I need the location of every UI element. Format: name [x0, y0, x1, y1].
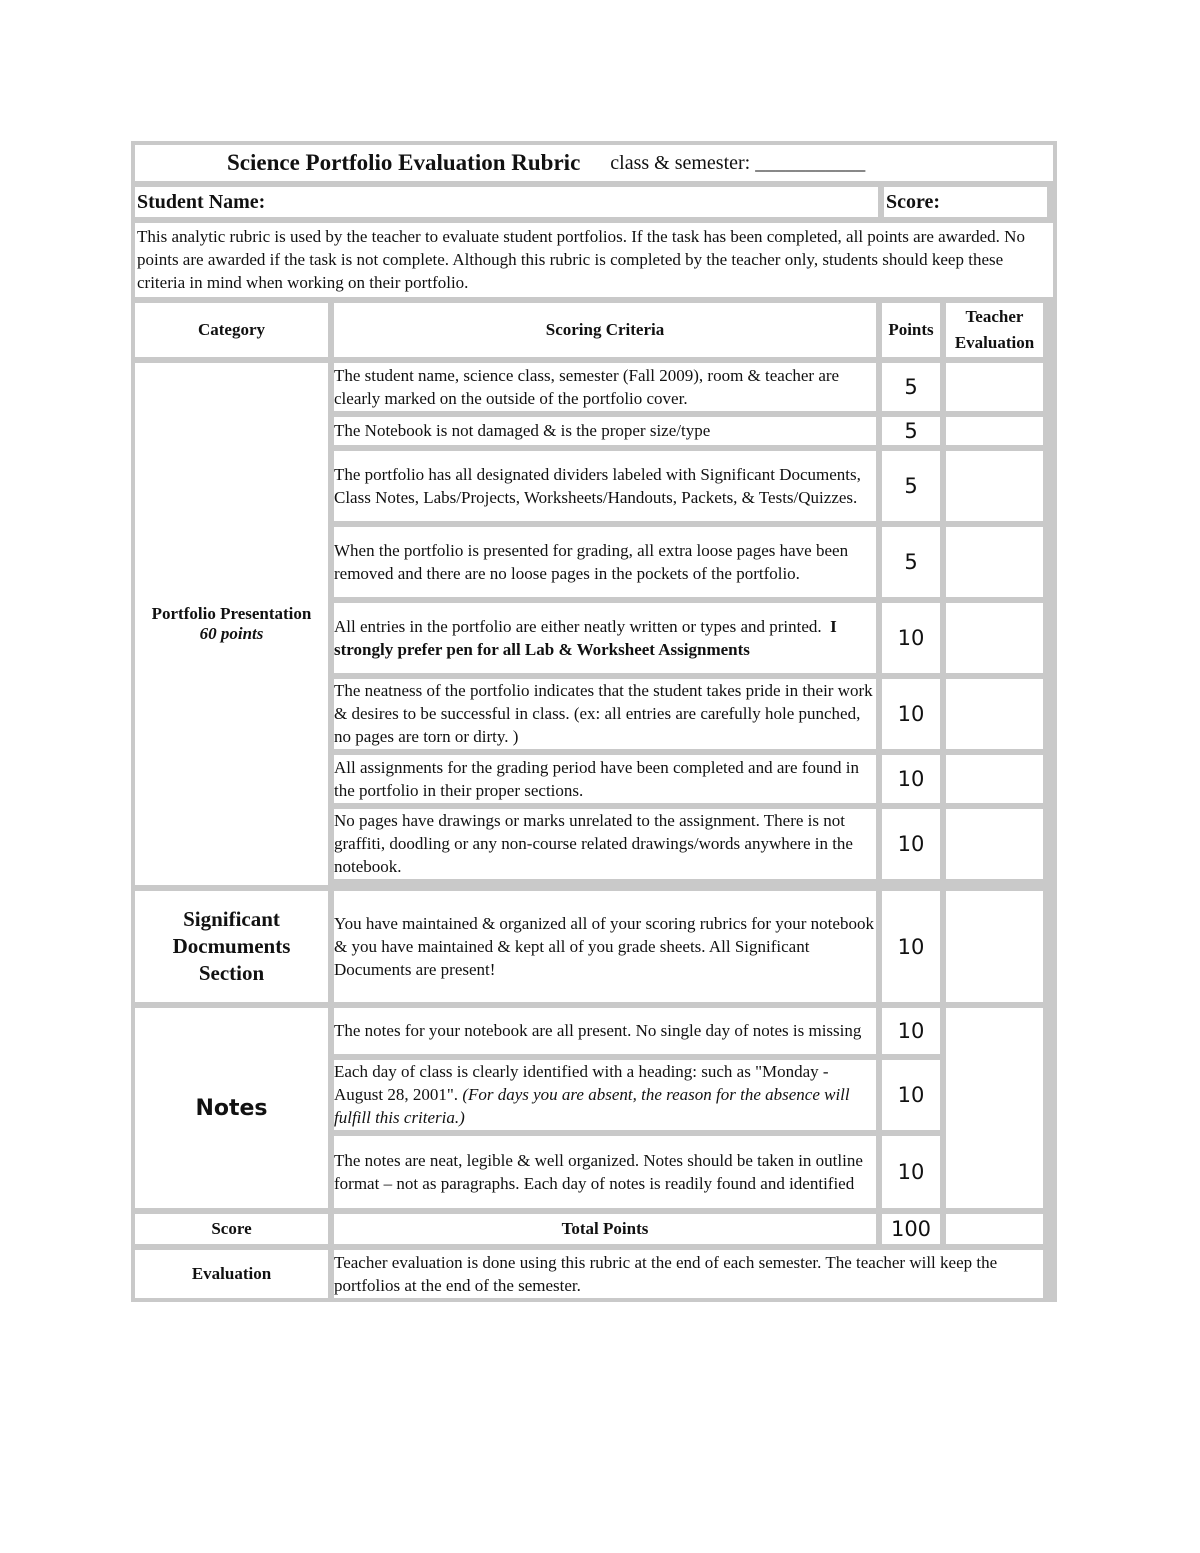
evaluation-cell [946, 603, 1043, 673]
criteria-points: 10 [882, 809, 940, 879]
criteria-text-wrap [334, 1060, 876, 1130]
criteria-row [334, 1060, 940, 1130]
evaluation-row-label: Evaluation [135, 1250, 328, 1298]
evaluation-cell [946, 363, 1043, 411]
criteria-points: 5 [882, 451, 940, 521]
criteria-points: 5 [882, 527, 940, 597]
criteria-points: 10 [882, 755, 940, 803]
title-cell [135, 145, 1053, 181]
criteria-row [334, 1008, 940, 1054]
student-name-field [135, 187, 878, 217]
evaluation-cell [946, 755, 1043, 803]
category-presentation-name: Portfolio Presentation [151, 604, 312, 623]
student-name-label: Student Name: [137, 190, 266, 213]
criteria-text: The portfolio has all designated dividers labeled with Significant Documents, Class Notes, Labs/Projects, Worksheets/Handouts, Packets, & Tests/Quizzes. [334, 451, 876, 521]
category-notes [135, 1008, 328, 1208]
evaluation-cell [946, 417, 1043, 445]
criteria-text: All entries in the portfolio are either neatly written or types and printed. [334, 616, 822, 636]
total-points-label: Total Points [334, 1214, 876, 1244]
criteria-text: No pages have drawings or marks unrelated to the assignment. There is not graffiti, doodling or any non-course related drawings/words anywhere in the notebook. [334, 809, 876, 879]
criteria-text: The Notebook is not damaged & is the proper size/type [334, 417, 876, 445]
score-field [884, 187, 1047, 217]
score-row [135, 1214, 1053, 1244]
criteria-text: The notes for your notebook are all present. No single day of notes is missing [334, 1008, 876, 1054]
document-title: Science Portfolio Evaluation Rubric [227, 150, 581, 175]
criteria-row [334, 755, 1043, 803]
category-significant-line2: Docmuments [172, 934, 291, 958]
name-score-row [135, 187, 1053, 217]
category-significant-line3: Section [198, 961, 265, 985]
criteria-points: 10 [882, 1136, 940, 1208]
criteria-points: 5 [882, 363, 940, 411]
total-points-value: 100 [882, 1214, 940, 1244]
criteria-emphasis: I strongly prefer pen for all Lab & Worksheet Assignments [334, 616, 837, 659]
criteria-row [334, 363, 1043, 411]
header-category: Category [135, 303, 328, 357]
criteria-row [334, 527, 1043, 597]
criteria-note: (For days you are absent, the reason for the absence will fulfill this criteria.) [334, 1085, 850, 1127]
header-evaluation-line2: Evaluation [954, 333, 1035, 352]
evaluation-row-text: Teacher evaluation is done using this rubric at the end of each semester. The teacher will keep the portfolios at the end of the semester. [334, 1250, 1043, 1298]
criteria-row [334, 1136, 940, 1208]
evaluation-cell [946, 1008, 1043, 1208]
header-evaluation-line1: Teacher [965, 307, 1024, 326]
criteria-row [334, 891, 1043, 1002]
category-significant-line1: Significant [183, 907, 280, 931]
criteria-text: The student name, science class, semester (Fall 2009), room & teacher are clearly marked on the outside of the portfolio cover. [334, 363, 876, 411]
section-presentation [135, 363, 1053, 885]
category-notes-name: Notes [195, 1095, 268, 1121]
evaluation-row [135, 1250, 1053, 1298]
header-teacher-evaluation [946, 303, 1043, 357]
criteria-points: 10 [882, 603, 940, 673]
criteria-points: 10 [882, 1060, 940, 1130]
intro-row [135, 223, 1053, 297]
score-row-label: Score [135, 1214, 328, 1244]
criteria-text: All assignments for the grading period have been completed and are found in the portfolio in their proper sections. [334, 755, 876, 803]
criteria-row [334, 603, 1043, 673]
evaluation-cell [946, 809, 1043, 879]
rubric-table [131, 141, 1057, 1302]
criteria-text: Each day of class is clearly identified with a heading: such as "Monday - August 28, 2001". [334, 1062, 829, 1104]
category-significant-documents [135, 891, 328, 1002]
criteria-row [334, 809, 1043, 879]
category-presentation [135, 363, 328, 885]
criteria-points: 5 [882, 417, 940, 445]
criteria-points: 10 [882, 679, 940, 749]
title-row [135, 145, 1053, 181]
header-criteria: Scoring Criteria [334, 303, 876, 357]
criteria-text: You have maintained & organized all of your scoring rubrics for your notebook & you have maintained & kept all of you grade sheets. All Significant Documents are present! [334, 891, 876, 1002]
criteria-text: The notes are neat, legible & well organized. Notes should be taken in outline format – not as paragraphs. Each day of notes is readily found and identified [334, 1136, 876, 1208]
category-presentation-points: 60 points [199, 624, 264, 643]
criteria-text: The neatness of the portfolio indicates that the student takes pride in their work & desires to be successful in class. (ex: all entries are carefully hole punched, no pages are torn or dirty. ) [334, 679, 876, 749]
section-notes [135, 1008, 1053, 1208]
criteria-row [334, 679, 1043, 749]
class-semester-field: class & semester: ___________ [610, 151, 866, 174]
criteria-text: When the portfolio is presented for grading, all extra loose pages have been removed and there are no loose pages in the pockets of the portfolio. [334, 527, 876, 597]
column-header-row [135, 303, 1053, 357]
criteria-points: 10 [882, 891, 940, 1002]
intro-text: This analytic rubric is used by the teacher to evaluate student portfolios. If the task has been completed, all points are awarded. No points are awarded if the task is not complete. Although this rubric is completed by the teacher only, students should keep these criteria in mind when working on their portfolio. [135, 223, 1053, 297]
evaluation-cell [946, 451, 1043, 521]
evaluation-cell [946, 891, 1043, 1002]
total-evaluation-cell [946, 1214, 1043, 1244]
header-points: Points [882, 303, 940, 357]
section-significant-documents [135, 891, 1053, 1002]
criteria-points: 10 [882, 1008, 940, 1054]
evaluation-cell [946, 527, 1043, 597]
criteria-row [334, 451, 1043, 521]
criteria-text-wrap [334, 603, 876, 673]
score-label: Score: [886, 190, 941, 213]
criteria-row [334, 417, 1043, 445]
evaluation-cell [946, 679, 1043, 749]
